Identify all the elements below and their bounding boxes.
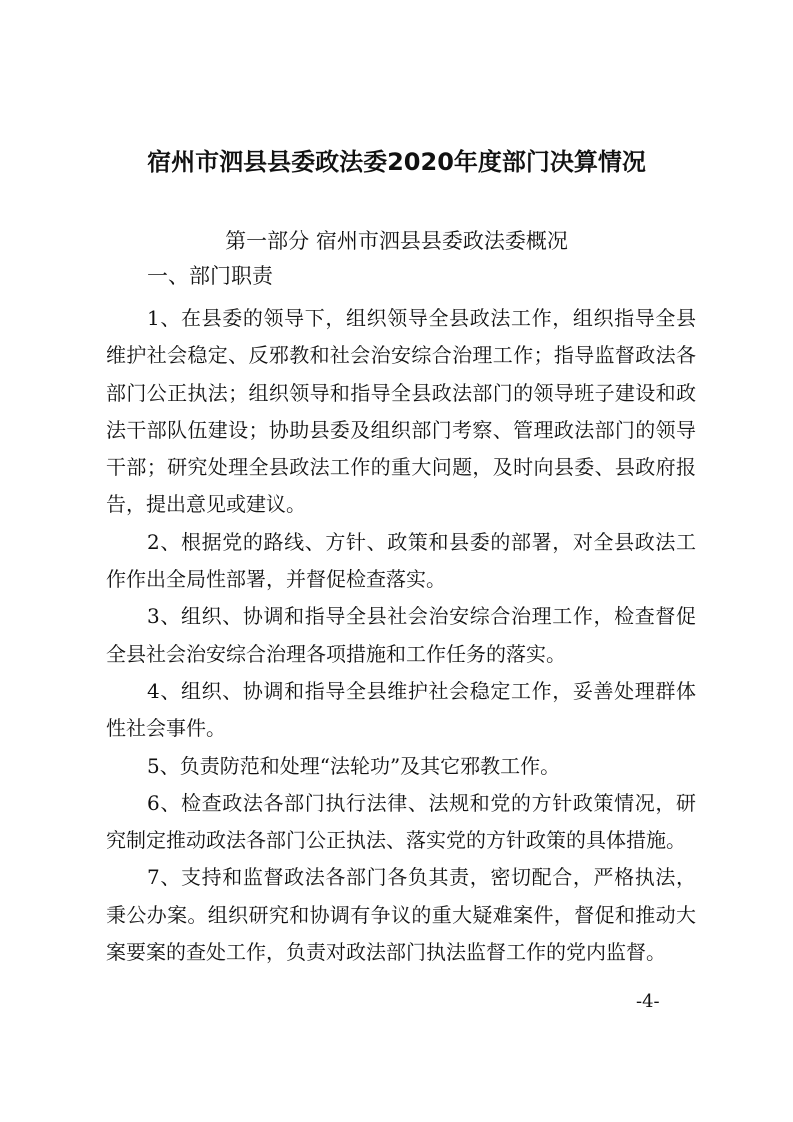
paragraph-duty-6: 6、检查政法各部门执行法律、法规和党的方针政策情况，研究制定推动政法各部门公正执法、落实党的方针政策的具体措施。: [106, 790, 696, 853]
paragraph-duty-7: 7、支持和监督政法各部门各负其责，密切配合，严格执法，秉公办案。组织研究和协调有争议的重大疑难案件，督促和推动大案要案的查处工作，负责对政法部门执法监督工作的党内监督。: [106, 865, 696, 965]
document-title: 宿州市泗县县委政法委2020年度部门决算情况: [147, 148, 646, 176]
paragraph-duty-2: 2、根据党的路线、方针、政策和县委的部署，对全县政法工作作出全局性部署，并督促检查落实。: [106, 529, 696, 592]
section-heading: 一、部门职责: [147, 264, 273, 288]
page-number: -4-: [636, 991, 660, 1012]
paragraph-duty-1: 1、在县委的领导下，组织领导全县政法工作，组织指导全县维护社会稳定、反邪教和社会治安综合治理工作；指导监督政法各部门公正执法；组织领导和指导全县政法部门的领导班子建设和政法干部队伍建设；协助县委及组织部门考察、管理政法部门的领导干部；研究处理全县政法工作的重大问题，及时向县委、县政府报告，提出意见或建议。: [106, 306, 696, 517]
paragraph-duty-5: 5、负责防范和处理“法轮功”及其它邪教工作。: [147, 753, 561, 778]
document-body: [106, 300, 696, 971]
part-heading: 第一部分 宿州市泗县县委政法委概况: [225, 229, 568, 253]
paragraph-duty-4: 4、组织、协调和指导全县维护社会稳定工作，妥善处理群体性社会事件。: [106, 678, 696, 741]
paragraph-duty-3: 3、组织、协调和指导全县社会治安综合治理工作，检查督促全县社会治安综合治理各项措施和工作任务的落实。: [106, 604, 696, 666]
